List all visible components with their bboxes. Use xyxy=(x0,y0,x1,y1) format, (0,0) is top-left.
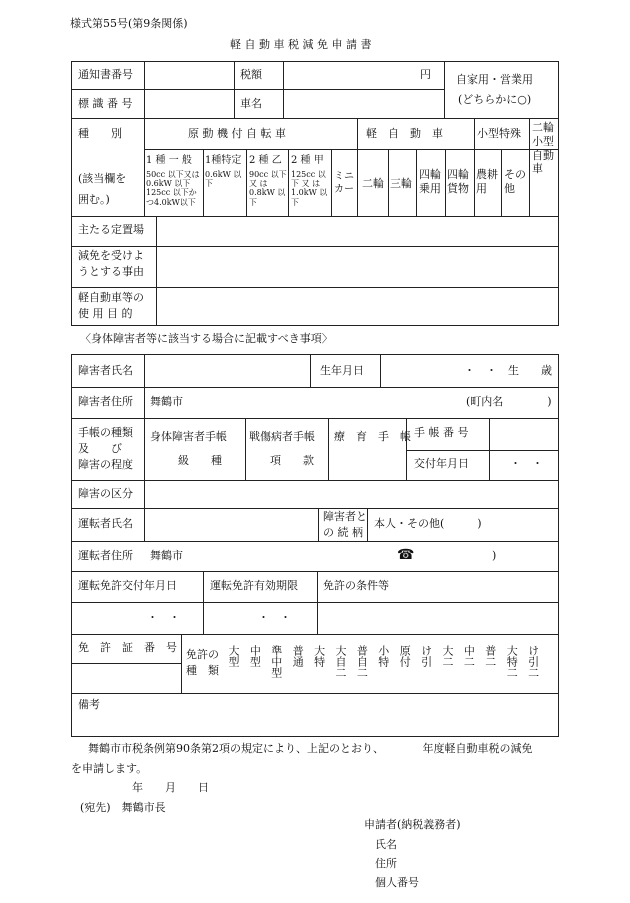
phone-icon: ☎ xyxy=(397,547,415,563)
license-issue-date-format: ・ ・ xyxy=(147,611,180,624)
war-grade: 項 款 xyxy=(270,454,314,467)
license-kind-item: 中二 xyxy=(462,645,476,667)
war-injury-book: 戦傷病者手帳 xyxy=(249,430,315,443)
license-kind-item: 普自二 xyxy=(355,645,369,678)
rehab-book: 療 育 手 帳 xyxy=(334,430,411,443)
class1-special-note: 0.6kW 以下 xyxy=(205,170,242,189)
license-kind-item: 大特 xyxy=(312,645,326,667)
applicant-heading: 申請者(納税義務者) xyxy=(364,818,461,831)
birthdate-label: 生年月日 xyxy=(320,364,364,377)
phone-close: ) xyxy=(492,549,497,562)
storage-label: 主たる定置場 xyxy=(78,223,144,236)
physical-grade: 級 種 xyxy=(178,454,222,467)
issue-date-label: 交付年月日 xyxy=(414,457,469,470)
form-title: 軽 自 動 車 税 減 免 申 請 書 xyxy=(230,38,372,51)
purpose-label-1: 軽自動車等の xyxy=(78,291,144,304)
license-kind-label-2: 種 類 xyxy=(186,664,219,677)
license-expiry-label: 運転免許有効期限 xyxy=(210,579,298,592)
license-kind-item: け引二 xyxy=(526,645,540,678)
class2-a-note: 125cc 以下 又 は1.0kW 以下 xyxy=(291,170,328,207)
tax-amount-label: 税額 xyxy=(240,68,262,81)
disability-category-label: 障害の区分 xyxy=(78,487,133,500)
disabled-name-label: 障害者氏名 xyxy=(78,364,133,377)
license-conditions-label: 免許の条件等 xyxy=(323,579,389,592)
reason-label-1: 減免を受けよ xyxy=(78,249,144,262)
class1-general-note: 50cc 以下又は0.6kW 以下125cc 以下かつ4.0kW以下 xyxy=(146,170,200,207)
physical-disability-book: 身体障害者手帳 xyxy=(150,430,227,443)
license-kind-item: 原付 xyxy=(398,645,412,667)
license-kind-item: 普二 xyxy=(483,645,497,667)
license-expiry-format: ・ ・ xyxy=(258,611,291,624)
mini-car: ミニカー xyxy=(334,171,354,195)
book-number-label: 手 帳 番 号 xyxy=(414,426,469,439)
book-type-label-2: 及 び xyxy=(78,442,122,455)
notice-number-label: 通知書番号 xyxy=(78,68,133,81)
driver-name-label: 運転者氏名 xyxy=(78,517,133,530)
town-name: (町内名 ) xyxy=(466,395,552,408)
class2-a: 2 種 甲 xyxy=(291,155,324,166)
class2-b: 2 種 乙 xyxy=(249,155,282,166)
plate-number-label: 標 識 番 号 xyxy=(78,97,133,110)
relation-value: 本人・その他( ) xyxy=(374,517,482,530)
moped-header: 原 動 機 付 自 転 車 xyxy=(188,127,286,140)
applicant-name-label: 氏名 xyxy=(375,838,397,851)
addressee: (宛先) 舞鶴市長 xyxy=(80,801,166,814)
applicant-address-label: 住所 xyxy=(375,857,397,870)
kei-four-cargo: 四輪貨物 xyxy=(447,168,469,196)
kei-two-wheel: 二輪 xyxy=(362,177,384,190)
birthdate-format: ・ ・ 生 歳 xyxy=(464,364,552,377)
disabled-address-label: 障害者住所 xyxy=(78,395,133,408)
license-kind-item: 小特 xyxy=(376,645,390,667)
yen-unit: 円 xyxy=(420,68,431,81)
license-kind-item: 大二 xyxy=(441,645,454,667)
usage-label: 自家用・営業用 xyxy=(456,73,533,86)
license-kind-item: け引 xyxy=(419,645,433,667)
type-label: 種 別 xyxy=(78,127,122,140)
reason-label-2: うとする事由 xyxy=(78,265,144,278)
license-kind-label-1: 免許の xyxy=(186,648,219,661)
type-note-2: 囲む。) xyxy=(78,193,110,206)
purpose-label-2: 使 用 目 的 xyxy=(78,307,133,320)
license-kind-item: 普通 xyxy=(291,645,305,667)
applicant-id-label: 個人番号 xyxy=(375,876,419,889)
license-kind-item: 大特二 xyxy=(505,645,519,678)
book-type-label-3: 障害の程度 xyxy=(78,458,133,471)
disabled-city: 舞鶴市 xyxy=(150,395,183,408)
form-number: 様式第55号(第9条関係) xyxy=(70,17,188,30)
driver-city: 舞鶴市 xyxy=(150,549,183,562)
class1-general: 1 種 一 般 xyxy=(146,155,192,166)
remarks-label: 備考 xyxy=(78,698,100,711)
issue-date-format: ・ ・ xyxy=(510,457,543,470)
type-note-1: (該当欄を xyxy=(78,172,127,185)
class2-b-note: 90cc 以下 又 は0.8kW 以下 xyxy=(249,170,287,207)
two-wheel-small-header: 二輪小型自動車 xyxy=(532,121,554,176)
declaration-line-1: 舞鶴市市税条例第90条第2項の規定により、上記のとおり、 年度軽自動車税の減免 xyxy=(88,742,533,755)
license-issue-date-label: 運転免許交付年月日 xyxy=(78,579,177,592)
kei-header: 軽 自 動 車 xyxy=(366,127,443,140)
license-kind-item: 大自二 xyxy=(334,645,347,678)
small-special-header: 小型特殊 xyxy=(477,127,521,140)
declaration-line-2: を申請します。 xyxy=(71,762,148,775)
application-date: 年 月 日 xyxy=(132,781,209,794)
section-heading: 〈身体障害者等に該当する場合に記載すべき事項〉 xyxy=(80,332,333,345)
book-type-label-1: 手帳の種類 xyxy=(78,426,133,439)
other-special: その他 xyxy=(504,168,526,196)
car-name-label: 車名 xyxy=(240,97,262,110)
farming: 農耕用 xyxy=(476,168,498,196)
driver-address-label: 運転者住所 xyxy=(78,549,133,562)
relation-label-1: 障害者と xyxy=(323,510,367,523)
license-number-label: 免 許 証 番 号 xyxy=(78,641,177,654)
kei-four-passenger: 四輪乗用 xyxy=(419,168,441,196)
class1-special: 1種特定 xyxy=(205,155,242,166)
license-kind-item: 準中型 xyxy=(269,645,283,678)
usage-note: (どちらかに○) xyxy=(458,93,532,106)
relation-label-2: の 続 柄 xyxy=(323,526,363,539)
license-kind-item: 大型 xyxy=(227,645,240,667)
kei-three-wheel: 三輪 xyxy=(390,177,412,190)
license-kind-item: 中型 xyxy=(248,645,262,667)
